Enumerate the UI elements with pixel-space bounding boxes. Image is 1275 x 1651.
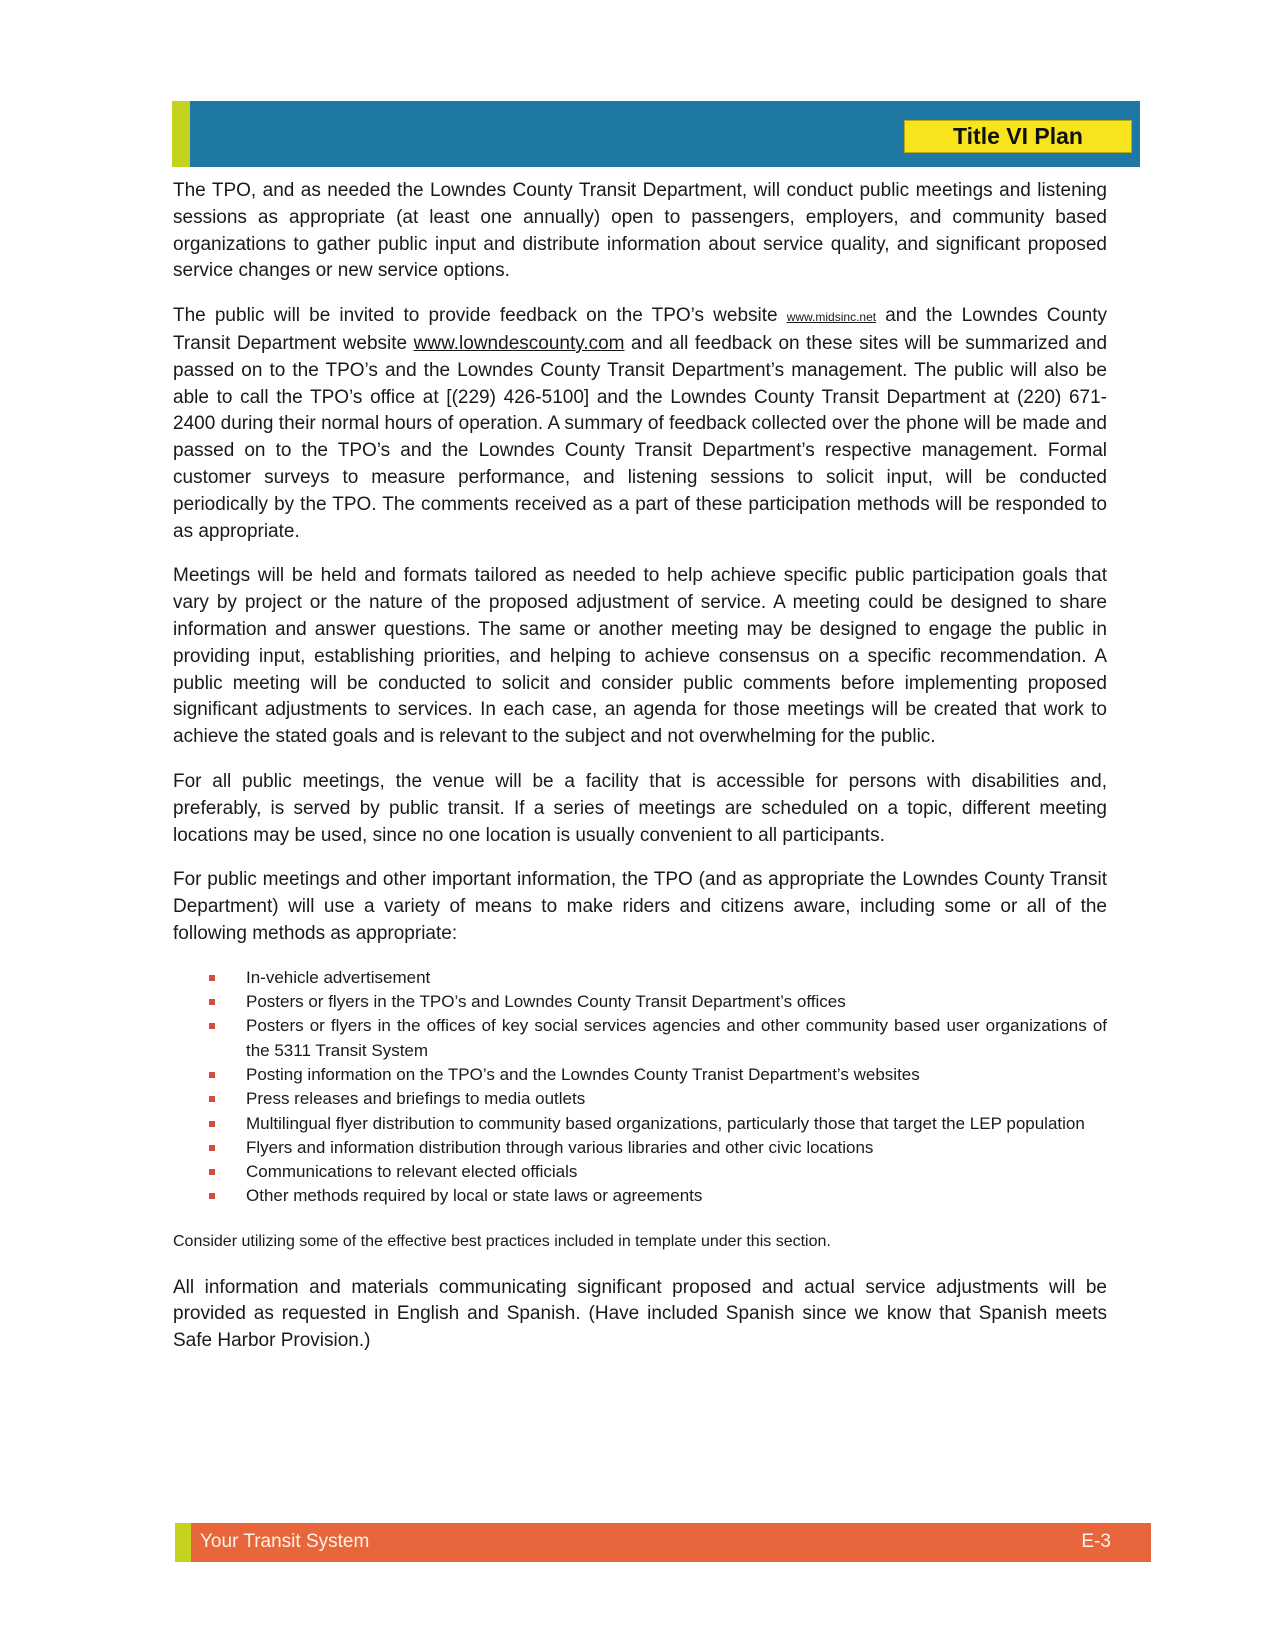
list-item: In-vehicle advertisement xyxy=(246,966,1107,990)
paragraph-public-meetings: The TPO, and as needed the Lowndes County Transit Department, will conduct public meetings and listening sessions as appropriate (at least one annually) open to passengers, employers, and community based organizations to gather public input and distribute information about service quality, and significant proposed service changes or new service options. xyxy=(173,180,1107,282)
bullet-icon xyxy=(209,1193,215,1199)
list-item: Posting information on the TPO’s and the Lowndes County Tranist Department’s websites xyxy=(246,1063,1107,1087)
bullet-icon xyxy=(209,999,215,1005)
bullet-icon xyxy=(209,1023,215,1029)
paragraph-meeting-formats: Meetings will be held and formats tailored as needed to help achieve specific public participation goals that vary by project or the nature of the proposed adjustment of service. A meeting could be designed to share information and answer questions. The same or another meeting may be designed to engage the public in providing input, establishing priorities, and helping to achieve consensus on a specific recommendation. A public meeting will be conducted to solicit and consider public comments before implementing proposed significant adjustments to services. In each case, an agenda for those meetings will be created that work to achieve the stated goals and is relevant to the subject and not overwhelming for the public. xyxy=(173,565,1107,748)
footer-accent-bar xyxy=(175,1523,191,1562)
outreach-methods-list xyxy=(173,966,1107,1209)
list-item: Other methods required by local or state laws or agreements xyxy=(246,1184,1107,1208)
page-number: E-3 xyxy=(1081,1531,1111,1552)
footer-system-name: Your Transit System xyxy=(200,1531,370,1552)
header-accent-bar xyxy=(172,101,190,167)
list-item: Communications to relevant elected officials xyxy=(246,1160,1107,1184)
template-note: Consider utilizing some of the effective best practices included in template under this section. xyxy=(173,1232,831,1250)
bullet-icon xyxy=(209,1169,215,1175)
list-item: Multilingual flyer distribution to community based organizations, particularly those that target the LEP population xyxy=(246,1112,1107,1136)
paragraph-feedback: The public will be invited to provide feedback on the TPO’s website www.midsinc.net and the Lowndes County Transit Department website www.lowndescounty.com and all feedback on these sites will be summarized and passed on to the TPO’s and the Lowndes County Transit Department’s management. The public will also be able to call the TPO’s office at [(229) 426-5100] and the Lowndes County Transit Department at (220) 671-2400 during their normal hours of operation. A summary of feedback collected over the phone will be made and passed on to the TPO’s and the Lowndes County Transit Department’s respective management. Formal customer surveys to measure performance, and listening sessions to solicit input, will be conducted periodically by the TPO. The comments received as a part of these participation methods will be responded to as appropriate. xyxy=(173,305,1108,542)
footer-band xyxy=(175,1523,1151,1562)
bullet-icon xyxy=(209,1121,215,1127)
paragraph-venue: For all public meetings, the venue will be a facility that is accessible for persons with disabilities and, preferably, is served by public transit. If a series of meetings are scheduled on a topic, different meeting locations may be used, since no one location is usually convenient to all participants. xyxy=(173,770,1107,846)
paragraph-outreach-intro: For public meetings and other important information, the TPO (and as appropriate the Lowndes County Transit Department) will use a variety of means to make riders and citizens aware, including some or all of the following methods as appropriate: xyxy=(173,869,1107,944)
list-item: Press releases and briefings to media outlets xyxy=(246,1087,1107,1111)
paragraph-language: All information and materials communicating significant proposed and actual service adjustments will be provided as requested in English and Spanish. (Have included Spanish since we know that Spanish meets Safe Harbor Provision.) xyxy=(173,1276,1107,1352)
bullet-icon xyxy=(209,1096,215,1102)
document-body xyxy=(173,178,1107,1373)
bullet-icon xyxy=(209,1072,215,1078)
list-item: Posters or flyers in the offices of key social services agencies and other community based user organizations of the 5311 Transit System xyxy=(246,1014,1107,1063)
tpo-website-link[interactable]: www.midsinc.net xyxy=(786,310,877,325)
document-title: Title VI Plan xyxy=(904,120,1132,153)
county-website-link[interactable]: www.lowndescounty.com xyxy=(413,332,625,354)
header-band xyxy=(172,101,1140,167)
list-item: Posters or flyers in the TPO’s and Lowndes County Transit Department’s offices xyxy=(246,990,1107,1014)
list-item: Flyers and information distribution through various libraries and other civic locations xyxy=(246,1136,1107,1160)
bullet-icon xyxy=(209,1145,215,1151)
bullet-icon xyxy=(209,975,215,981)
